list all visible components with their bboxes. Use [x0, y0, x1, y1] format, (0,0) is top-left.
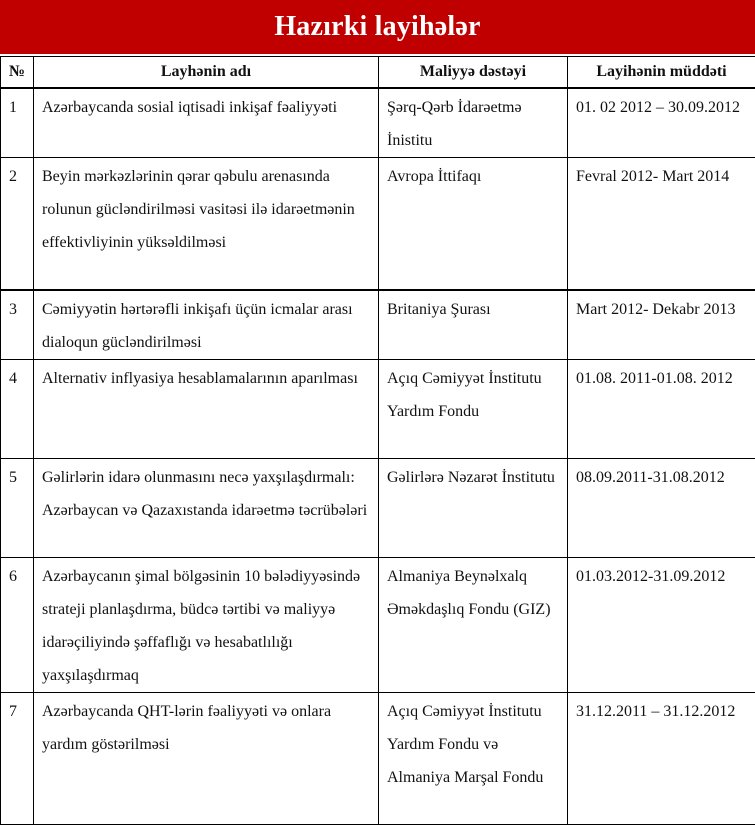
project-duration: 31.12.2011 – 31.12.2012 — [568, 693, 755, 825]
row-number: 2 — [1, 158, 34, 291]
project-name: Beyin mərkəzlərinin qərar qəbulu arenasında rolunun gücləndirilməsi vasitəsi ilə idarəetmənin effektivliyinin yüksəldilməsi — [34, 158, 379, 291]
table-row — [1, 360, 755, 459]
table-header-row — [1, 57, 755, 89]
table-row — [1, 290, 755, 360]
project-funding: Gəlirlərə Nəzarət İnstitutu — [379, 459, 568, 558]
project-name: Azərbaycanda QHT-lərin fəaliyyəti və onlara yardım göstərilməsi — [34, 693, 379, 825]
project-funding: Şərq-Qərb İdarəetmə İnistitu — [379, 88, 568, 158]
table-row — [1, 693, 755, 825]
project-name: Azərbaycanın şimal bölgəsinin 10 bələdiyyəsində strateji planlaşdırma, büdcə tərtibi və maliyyə idarəçiliyində şəffaflığı və hesabatlılığı yaxşılaşdırmaq — [34, 558, 379, 693]
table-row — [1, 459, 755, 558]
project-duration: 08.09.2011-31.08.2012 — [568, 459, 755, 558]
project-funding: Açıq Cəmiyyət İnstitutu Yardım Fondu və Almaniya Marşal Fondu — [379, 693, 568, 825]
column-header-funding: Maliyyə dəstəyi — [379, 57, 568, 89]
project-duration: 01.08. 2011-01.08. 2012 — [568, 360, 755, 459]
row-number: 7 — [1, 693, 34, 825]
table-row — [1, 558, 755, 693]
page-title: Hazırki layihələr — [0, 0, 755, 54]
project-funding: Açıq Cəmiyyət İnstitutu Yardım Fondu — [379, 360, 568, 459]
project-funding: Almaniya Beynəlxalq Əməkdaşlıq Fondu (GIZ) — [379, 558, 568, 693]
row-number: 3 — [1, 290, 34, 360]
project-duration: 01.03.2012-31.09.2012 — [568, 558, 755, 693]
row-number: 4 — [1, 360, 34, 459]
project-funding: Britaniya Şurası — [379, 290, 568, 360]
project-name: Gəlirlərin idarə olunmasını necə yaxşılaşdırmalı: Azərbaycan və Qazaxıstanda idarəetmə təcrübələri — [34, 459, 379, 558]
project-funding: Avropa İttifaqı — [379, 158, 568, 291]
column-header-number: № — [1, 57, 34, 89]
row-number: 5 — [1, 459, 34, 558]
project-name: Cəmiyyətin hərtərəfli inkişafı üçün icmalar arası dialoqun gücləndirilməsi — [34, 290, 379, 360]
project-duration: Mart 2012- Dekabr 2013 — [568, 290, 755, 360]
column-header-project-name: Layhənin adı — [34, 57, 379, 89]
project-name: Azərbaycanda sosial iqtisadi inkişaf fəaliyyəti — [34, 88, 379, 158]
table-row — [1, 88, 755, 158]
table-row — [1, 158, 755, 291]
project-name: Alternativ inflyasiya hesablamalarının aparılması — [34, 360, 379, 459]
column-header-duration: Layihənin müddəti — [568, 57, 755, 89]
project-duration: Fevral 2012- Mart 2014 — [568, 158, 755, 291]
project-duration: 01. 02 2012 – 30.09.2012 — [568, 88, 755, 158]
row-number: 6 — [1, 558, 34, 693]
row-number: 1 — [1, 88, 34, 158]
projects-table — [0, 56, 755, 825]
